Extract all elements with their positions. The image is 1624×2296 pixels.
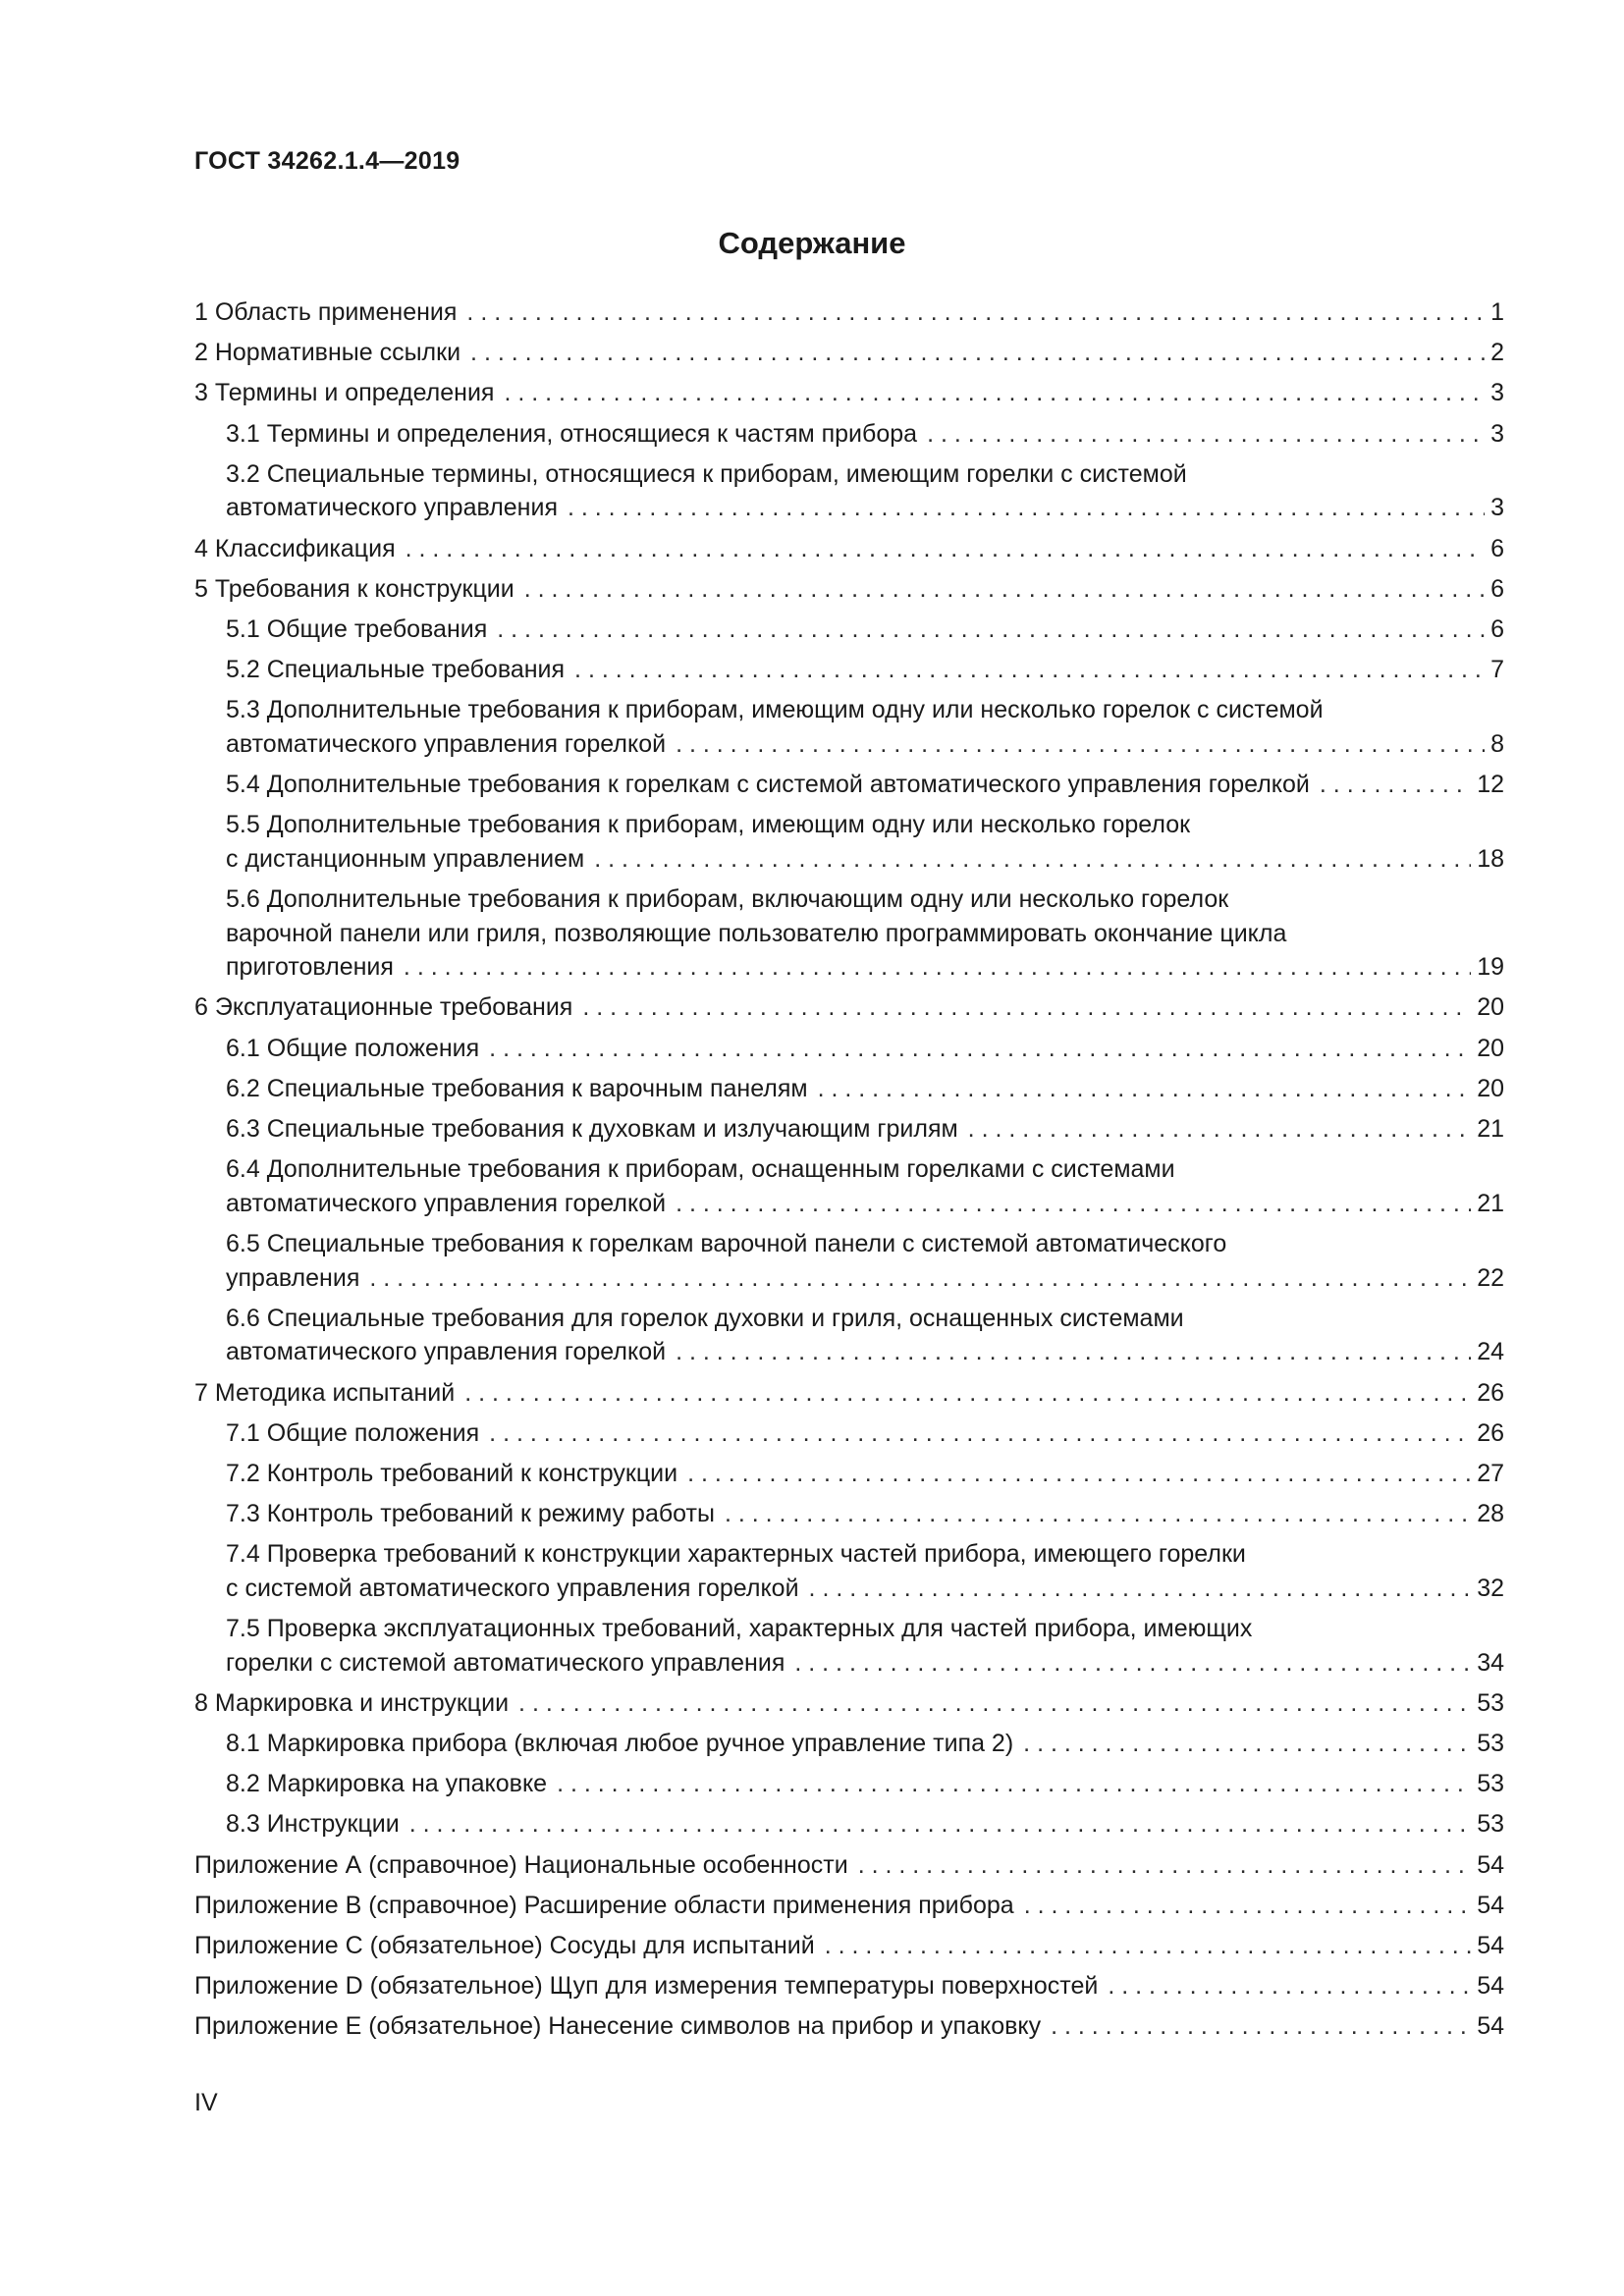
toc-entry-page: 12 xyxy=(1477,771,1504,799)
dot-leader xyxy=(582,990,1471,1025)
toc-entry xyxy=(194,457,1504,525)
toc-entry xyxy=(194,882,1504,985)
toc-entry xyxy=(194,653,1504,687)
dot-leader xyxy=(1023,1727,1471,1761)
toc-entry xyxy=(194,572,1504,607)
toc-entry-text-line: Приложение Е (обязательное) Нанесение символов на прибор и упаковку xyxy=(194,2012,1042,2041)
toc-entry-text-line: 7.4 Проверка требований к конструкции характерных частей прибора, имеющего горелки xyxy=(226,1540,1246,1569)
toc-entry-text-line: 8.3 Инструкции xyxy=(226,1810,400,1839)
toc-entry-line xyxy=(226,613,1504,647)
toc-entry-page: 24 xyxy=(1477,1338,1504,1366)
toc-entry xyxy=(194,1032,1504,1066)
dot-leader xyxy=(497,613,1485,647)
toc-entry-page: 53 xyxy=(1477,1810,1504,1839)
dot-leader xyxy=(687,1457,1471,1491)
toc-entry-line xyxy=(226,491,1504,525)
toc-entry xyxy=(194,1929,1504,1963)
dot-leader xyxy=(676,1335,1471,1369)
toc-entry-line xyxy=(194,572,1504,607)
toc-entry-text-line: автоматического управления xyxy=(226,494,558,522)
dot-leader xyxy=(518,1686,1471,1721)
toc-entry-line xyxy=(226,1416,1504,1451)
toc-entry-line xyxy=(226,653,1504,687)
dot-leader xyxy=(406,532,1485,566)
dot-leader xyxy=(927,417,1485,452)
dot-leader xyxy=(825,1929,1471,1963)
toc-entry-page: 7 xyxy=(1490,656,1504,684)
toc-entry xyxy=(194,532,1504,566)
toc-entry-text-line: 6.3 Специальные требования к духовкам и излучающим грилям xyxy=(226,1114,958,1143)
toc-entry-line xyxy=(226,842,1504,877)
toc-entry-line xyxy=(226,1807,1504,1842)
toc-entry xyxy=(194,1767,1504,1801)
toc-entry-line xyxy=(194,1848,1504,1883)
toc-entry-line xyxy=(226,1072,1504,1106)
toc-entry-text-line: Приложение С (обязательное) Сосуды для испытаний xyxy=(194,1931,815,1959)
toc-entry-text-line: 5.2 Специальные требования xyxy=(226,656,566,684)
toc-entry-page: 34 xyxy=(1477,1648,1504,1677)
toc-entry-line xyxy=(194,1376,1504,1411)
toc-entry-line xyxy=(194,1889,1504,1923)
toc-entry-text-line: 5.6 Дополнительные требования к приборам, включающим одну или несколько горелок xyxy=(226,885,1229,914)
toc-entry-text-line: 3 Термины и определения xyxy=(194,379,495,407)
toc-entry-line xyxy=(226,1727,1504,1761)
toc-entry-text-line: приготовления xyxy=(226,953,394,982)
toc-entry-line xyxy=(226,417,1504,452)
toc-entry-text-line: 2 Нормативные ссылки xyxy=(194,339,461,367)
toc-entry-text-line: управления xyxy=(226,1263,360,1292)
toc-entry-text-line: 3.1 Термины и определения, относящиеся к частям прибора xyxy=(226,419,918,448)
toc-entry-page: 28 xyxy=(1477,1500,1504,1528)
dot-leader xyxy=(557,1767,1471,1801)
dot-leader xyxy=(524,572,1485,607)
toc-entry-page: 20 xyxy=(1477,1034,1504,1062)
toc-title: Содержание xyxy=(718,226,906,260)
toc-entry-page: 26 xyxy=(1477,1378,1504,1407)
toc-entry-page: 21 xyxy=(1477,1189,1504,1217)
toc-entry xyxy=(194,1848,1504,1883)
dot-leader xyxy=(504,376,1485,410)
toc-entry-text-line: 8 Маркировка и инструкции xyxy=(194,1688,510,1717)
toc-entry-text-line: горелки с системой автоматического управления xyxy=(226,1648,785,1677)
toc-entry-line xyxy=(194,295,1504,330)
toc-entry-line xyxy=(226,1457,1504,1491)
dot-leader xyxy=(818,1072,1472,1106)
dot-leader xyxy=(464,1376,1471,1411)
toc-entry xyxy=(194,693,1504,761)
toc-entry xyxy=(194,1112,1504,1147)
toc-entry-page: 53 xyxy=(1477,1770,1504,1798)
dot-leader xyxy=(1108,1969,1471,2003)
toc-entry-text-line: 5.5 Дополнительные требования к приборам, имеющим одну или несколько горелок xyxy=(226,811,1191,839)
toc-entry-page: 53 xyxy=(1477,1688,1504,1717)
toc-entry-text-line: с дистанционным управлением xyxy=(226,844,585,873)
toc-entry-text-line: автоматического управления горелкой xyxy=(226,1338,667,1366)
toc-entry xyxy=(194,2009,1504,2044)
toc-entry-line xyxy=(226,1572,1504,1606)
toc-entry xyxy=(194,336,1504,370)
toc-entry-line xyxy=(194,1686,1504,1721)
toc-entry-page: 54 xyxy=(1477,1850,1504,1879)
toc-entry-text-line: 7 Методика испытаний xyxy=(194,1378,456,1407)
toc-entry-text-line: 6.2 Специальные требования к варочным панелям xyxy=(226,1074,808,1102)
toc-entry-line xyxy=(226,1767,1504,1801)
toc-entry-page: 3 xyxy=(1490,419,1504,448)
toc-entry-line xyxy=(226,950,1504,985)
dot-leader xyxy=(676,727,1485,762)
toc-entry-text-line: 7.3 Контроль требований к режиму работы xyxy=(226,1500,715,1528)
toc-entry-text-line: 6.6 Специальные требования для горелок духовки и гриля, оснащенных системами xyxy=(226,1304,1184,1332)
toc-entry xyxy=(194,1889,1504,1923)
toc-entry-page: 19 xyxy=(1477,953,1504,982)
toc-entry-page: 54 xyxy=(1477,2012,1504,2041)
toc-entry-page: 6 xyxy=(1490,614,1504,643)
toc-entry-line xyxy=(226,1261,1504,1296)
toc-entry-page: 54 xyxy=(1477,1972,1504,2001)
dot-leader xyxy=(1051,2009,1471,2044)
toc-entry xyxy=(194,613,1504,647)
dot-leader xyxy=(489,1032,1471,1066)
toc-entry-line xyxy=(194,990,1504,1025)
document-code: ГОСТ 34262.1.4—2019 xyxy=(194,147,460,175)
toc-entry-line xyxy=(226,727,1504,762)
toc-entry xyxy=(194,1376,1504,1411)
toc-entry xyxy=(194,1072,1504,1106)
toc-entry-page: 22 xyxy=(1477,1263,1504,1292)
toc-entry-text-line: 6.4 Дополнительные требования к приборам, оснащенным горелками с системами xyxy=(226,1155,1175,1184)
page-number: IV xyxy=(194,2089,218,2116)
toc-entry xyxy=(194,1497,1504,1531)
toc-entry-line xyxy=(226,768,1504,802)
dot-leader xyxy=(466,295,1485,330)
toc-entry xyxy=(194,1612,1504,1680)
toc-entry xyxy=(194,1227,1504,1295)
toc-entry-page: 54 xyxy=(1477,1931,1504,1959)
toc-entry-text-line: 6.5 Специальные требования к горелкам варочной панели с системой автоматического xyxy=(226,1229,1227,1257)
toc-entry-text-line: 8.2 Маркировка на упаковке xyxy=(226,1770,548,1798)
toc-entry-text-line: Приложение D (обязательное) Щуп для измерения температуры поверхностей xyxy=(194,1972,1099,2001)
toc-entry-page: 21 xyxy=(1477,1114,1504,1143)
dot-leader xyxy=(369,1261,1471,1296)
toc-entry-page: 8 xyxy=(1490,729,1504,758)
toc-entry xyxy=(194,1302,1504,1369)
toc-entry xyxy=(194,990,1504,1025)
toc-entry xyxy=(194,295,1504,330)
dot-leader xyxy=(594,842,1471,877)
toc-entry-text-line: 6.1 Общие положения xyxy=(226,1034,480,1062)
toc-entry-line xyxy=(226,1032,1504,1066)
toc-entry-text-line: 7.2 Контроль требований к конструкции xyxy=(226,1459,678,1487)
toc-entry-text-line: варочной панели или гриля, позволяющие пользователю программировать окончание цикла xyxy=(226,919,1287,947)
dot-leader xyxy=(404,950,1471,985)
toc-entry-page: 18 xyxy=(1477,844,1504,873)
toc-entry-text-line: 5.1 Общие требования xyxy=(226,614,488,643)
toc-entry-line xyxy=(194,336,1504,370)
toc-entry-line xyxy=(194,376,1504,410)
toc-entry-page: 54 xyxy=(1477,1891,1504,1919)
dot-leader xyxy=(574,653,1485,687)
toc-entry-line xyxy=(226,1112,1504,1147)
dot-leader xyxy=(809,1572,1472,1606)
toc-entry-line xyxy=(194,1929,1504,1963)
dot-leader xyxy=(1320,768,1471,802)
dot-leader xyxy=(968,1112,1472,1147)
toc-entry-text-line: 5.4 Дополнительные требования к горелкам с системой автоматического управления горелкой xyxy=(226,771,1310,799)
toc-entry-line xyxy=(226,1497,1504,1531)
toc-entry xyxy=(194,808,1504,876)
dot-leader xyxy=(725,1497,1471,1531)
toc-entry-text-line: автоматического управления горелкой xyxy=(226,729,667,758)
toc-entry xyxy=(194,417,1504,452)
toc-entry-text-line: автоматического управления горелкой xyxy=(226,1189,667,1217)
toc-entry-text-line: Приложение В (справочное) Расширение области применения прибора xyxy=(194,1891,1014,1919)
toc-entry-text-line: 5.3 Дополнительные требования к приборам, имеющим одну или несколько горелок с системой xyxy=(226,696,1324,724)
toc-entry-text-line: 3.2 Специальные термины, относящиеся к приборам, имеющим горелки с системой xyxy=(226,459,1187,488)
toc-entry-page: 6 xyxy=(1490,574,1504,603)
toc-entry-text-line: 8.1 Маркировка прибора (включая любое ручное управление типа 2) xyxy=(226,1730,1014,1757)
toc-entry-text-line: 5 Требования к конструкции xyxy=(194,574,514,603)
toc-entry-line xyxy=(194,532,1504,566)
toc-entry-line xyxy=(194,1969,1504,2003)
toc-entry-page: 3 xyxy=(1490,379,1504,407)
dot-leader xyxy=(794,1646,1471,1681)
toc-entry-page: 1 xyxy=(1490,298,1504,326)
toc-entry xyxy=(194,1457,1504,1491)
toc-entry-page: 32 xyxy=(1477,1574,1504,1602)
toc-entry-text-line: 4 Классификация xyxy=(194,534,396,562)
toc-entry-page: 20 xyxy=(1477,993,1504,1022)
dot-leader xyxy=(489,1416,1471,1451)
toc-entry-page: 26 xyxy=(1477,1418,1504,1447)
toc-entry-text-line: с системой автоматического управления горелкой xyxy=(226,1574,799,1602)
toc-entry xyxy=(194,1416,1504,1451)
toc-entry-text-line: 1 Область применения xyxy=(194,298,458,326)
dot-leader xyxy=(409,1807,1471,1842)
dot-leader xyxy=(676,1187,1471,1221)
toc-entry-text-line: 7.1 Общие положения xyxy=(226,1418,480,1447)
toc-entry-page: 3 xyxy=(1490,494,1504,522)
toc-entry-text-line: 7.5 Проверка эксплуатационных требований, характерных для частей прибора, имеющих xyxy=(226,1615,1253,1643)
toc-entry-line xyxy=(226,1335,1504,1369)
toc-entry-line xyxy=(226,1646,1504,1681)
toc-entry xyxy=(194,1727,1504,1761)
dot-leader xyxy=(858,1848,1472,1883)
toc-entry-page: 6 xyxy=(1490,534,1504,562)
table-of-contents xyxy=(194,295,1504,2051)
toc-entry xyxy=(194,1686,1504,1721)
toc-entry-page: 27 xyxy=(1477,1459,1504,1487)
dot-leader xyxy=(568,491,1485,525)
dot-leader xyxy=(1024,1889,1472,1923)
dot-leader xyxy=(470,336,1485,370)
toc-entry xyxy=(194,1969,1504,2003)
toc-entry-text-line: 6 Эксплуатационные требования xyxy=(194,993,573,1022)
toc-entry-page: 20 xyxy=(1477,1074,1504,1102)
toc-entry xyxy=(194,376,1504,410)
toc-entry-line xyxy=(226,1187,1504,1221)
toc-entry xyxy=(194,1152,1504,1220)
toc-entry-page: 2 xyxy=(1490,339,1504,367)
toc-entry xyxy=(194,1537,1504,1605)
toc-entry-line xyxy=(194,2009,1504,2044)
toc-entry-page: 53 xyxy=(1477,1730,1504,1757)
toc-entry-text-line: Приложение А (справочное) Национальные особенности xyxy=(194,1850,848,1879)
toc-entry xyxy=(194,768,1504,802)
toc-entry xyxy=(194,1807,1504,1842)
